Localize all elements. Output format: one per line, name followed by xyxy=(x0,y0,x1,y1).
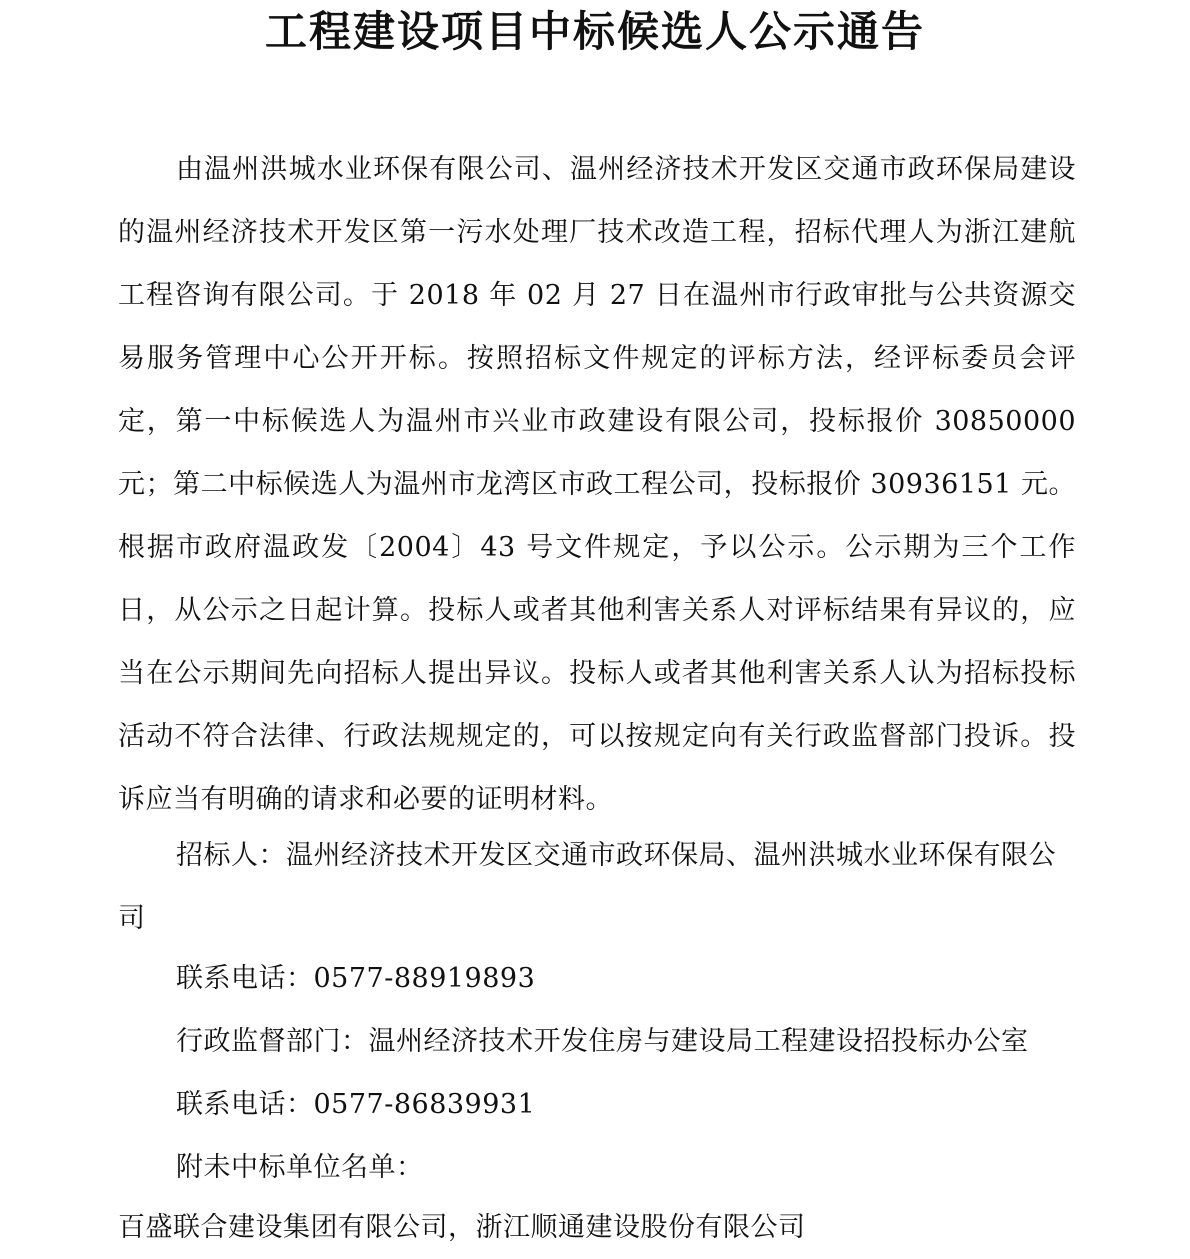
announcement-paragraph: 由温州洪城水业环保有限公司、温州经济技术开发区交通市政环保局建设的温州经济技术开发区第一污水处理厂技术改造工程，招标代理人为浙江建航工程咨询有限公司。于 2018 年 02 月 27 日在温州市行政审批与公共资源交易服务管理中心公开开标。按照招标文件规定的评标方法，经评标委员会评定，第一中标候选人为温州市兴业市政建设有限公司，投标报价 30850000 元；第二中标候选人为温州市龙湾区市政工程公司，投标报价 30936151 元。根据市政府温政发〔2004〕43 号文件规定，予以公示。公示期为三个工作日，从公示之日起计算。投标人或者其他利害关系人对评标结果有异议的，应当在公示期间先向招标人提出异议。投标人或者其他利害关系人认为招标投标活动不符合法律、行政法规规定的，可以按规定向有关行政监督部门投诉。投诉应当有明确的请求和必要的证明材料。 xyxy=(118,154,1076,815)
page-title: 工程建设项目中标候选人公示通告 xyxy=(264,7,925,56)
supervisor-phone-line: 联系电话：0577-86839931 xyxy=(176,1089,536,1120)
unsuccessful-heading: 附未中标单位名单： xyxy=(176,1152,424,1183)
supervisor-line: 行政监督部门：温州经济技术开发住房与建设局工程建设招投标办公室 xyxy=(176,1026,1029,1057)
tenderer-line: 招标人：温州经济技术开发区交通市政环保局、温州洪城水业环保有限公司 xyxy=(118,840,1056,934)
tenderer-phone-line: 联系电话：0577-88919893 xyxy=(176,963,536,994)
unsuccessful-list: 百盛联合建设集团有限公司，浙江顺通建设股份有限公司 xyxy=(118,1212,806,1243)
